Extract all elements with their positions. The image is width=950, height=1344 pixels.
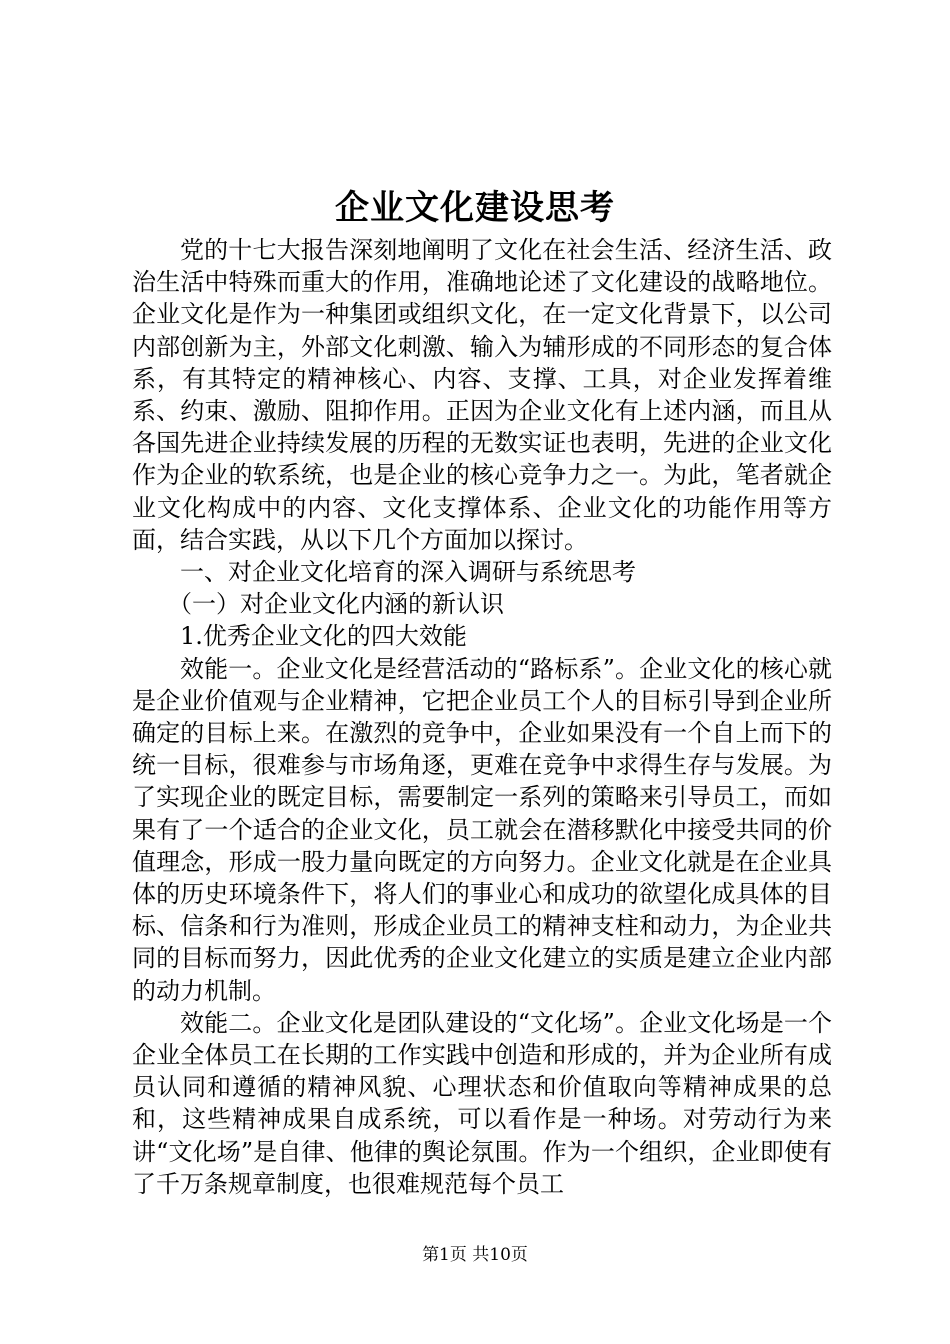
document-title: 企业文化建设思考	[335, 188, 615, 228]
subsection-heading: （一）对企业文化内涵的新认识	[168, 590, 504, 619]
page-footer: 第1页 共10页	[422, 1245, 528, 1265]
section-heading: 一、对企业文化培育的深入调研与系统思考	[180, 558, 636, 587]
efficacy-one-paragraph: 效能一。企业文化是经营活动的“路标系”。企业文化的核心就是企业价值观与企业精神，它把企业员工个人的目标引导到企业所确定的目标上来。在激烈的竞争中，企业如果没有一个自上而下的统一目标，很难参与市场角逐，更难在竞争中求得生存与发展。为了实现企业的既定目标，需要制定一系列的策略来引导员工，而如果有了一个适合的企业文化，员工就会在潜移默化中接受共同的价值理念，形成一股力量向既定的方向努力。企业文化就是在企业具体的历史环境条件下，将人们的事业心和成功的欲望化成具体的目标、信条和行为准则，形成企业员工的精神支柱和动力，为企业共同的目标而努力，因此优秀的企业文化建立的实质是建立企业内部的动力机制。	[132, 654, 832, 1005]
item-heading: 1.优秀企业文化的四大效能	[180, 622, 467, 651]
efficacy-two-paragraph: 效能二。企业文化是团队建设的“文化场”。企业文化场是一个企业全体员工在长期的工作实践中创造和形成的，并为企业所有成员认同和遵循的精神风貌、心理状态和价值取向等精神成果的总和，这些精神成果自成系统，可以看作是一种场。对劳动行为来讲“文化场”是自律、他律的舆论氛围。作为一个组织，企业即使有了千万条规章制度，也很难规范每个员工	[132, 1008, 832, 1198]
document-body	[132, 234, 832, 1200]
intro-paragraph: 党的十七大报告深刻地阐明了文化在社会生活、经济生活、政治生活中特殊而重大的作用，准确地论述了文化建设的战略地位。企业文化是作为一种集团或组织文化，在一定文化背景下，以公司内部创新为主，外部文化刺激、输入为辅形成的不同形态的复合体系，有其特定的精神核心、内容、支撑、工具，对企业发挥着维系、约束、激励、阻抑作用。正因为企业文化有上述内涵，而且从各国先进企业持续发展的历程的无数实证也表明，先进的企业文化作为企业的软系统，也是企业的核心竞争力之一。为此，笔者就企业文化构成中的内容、文化支撑体系、企业文化的功能作用等方面，结合实践，从以下几个方面加以探讨。	[132, 236, 832, 554]
